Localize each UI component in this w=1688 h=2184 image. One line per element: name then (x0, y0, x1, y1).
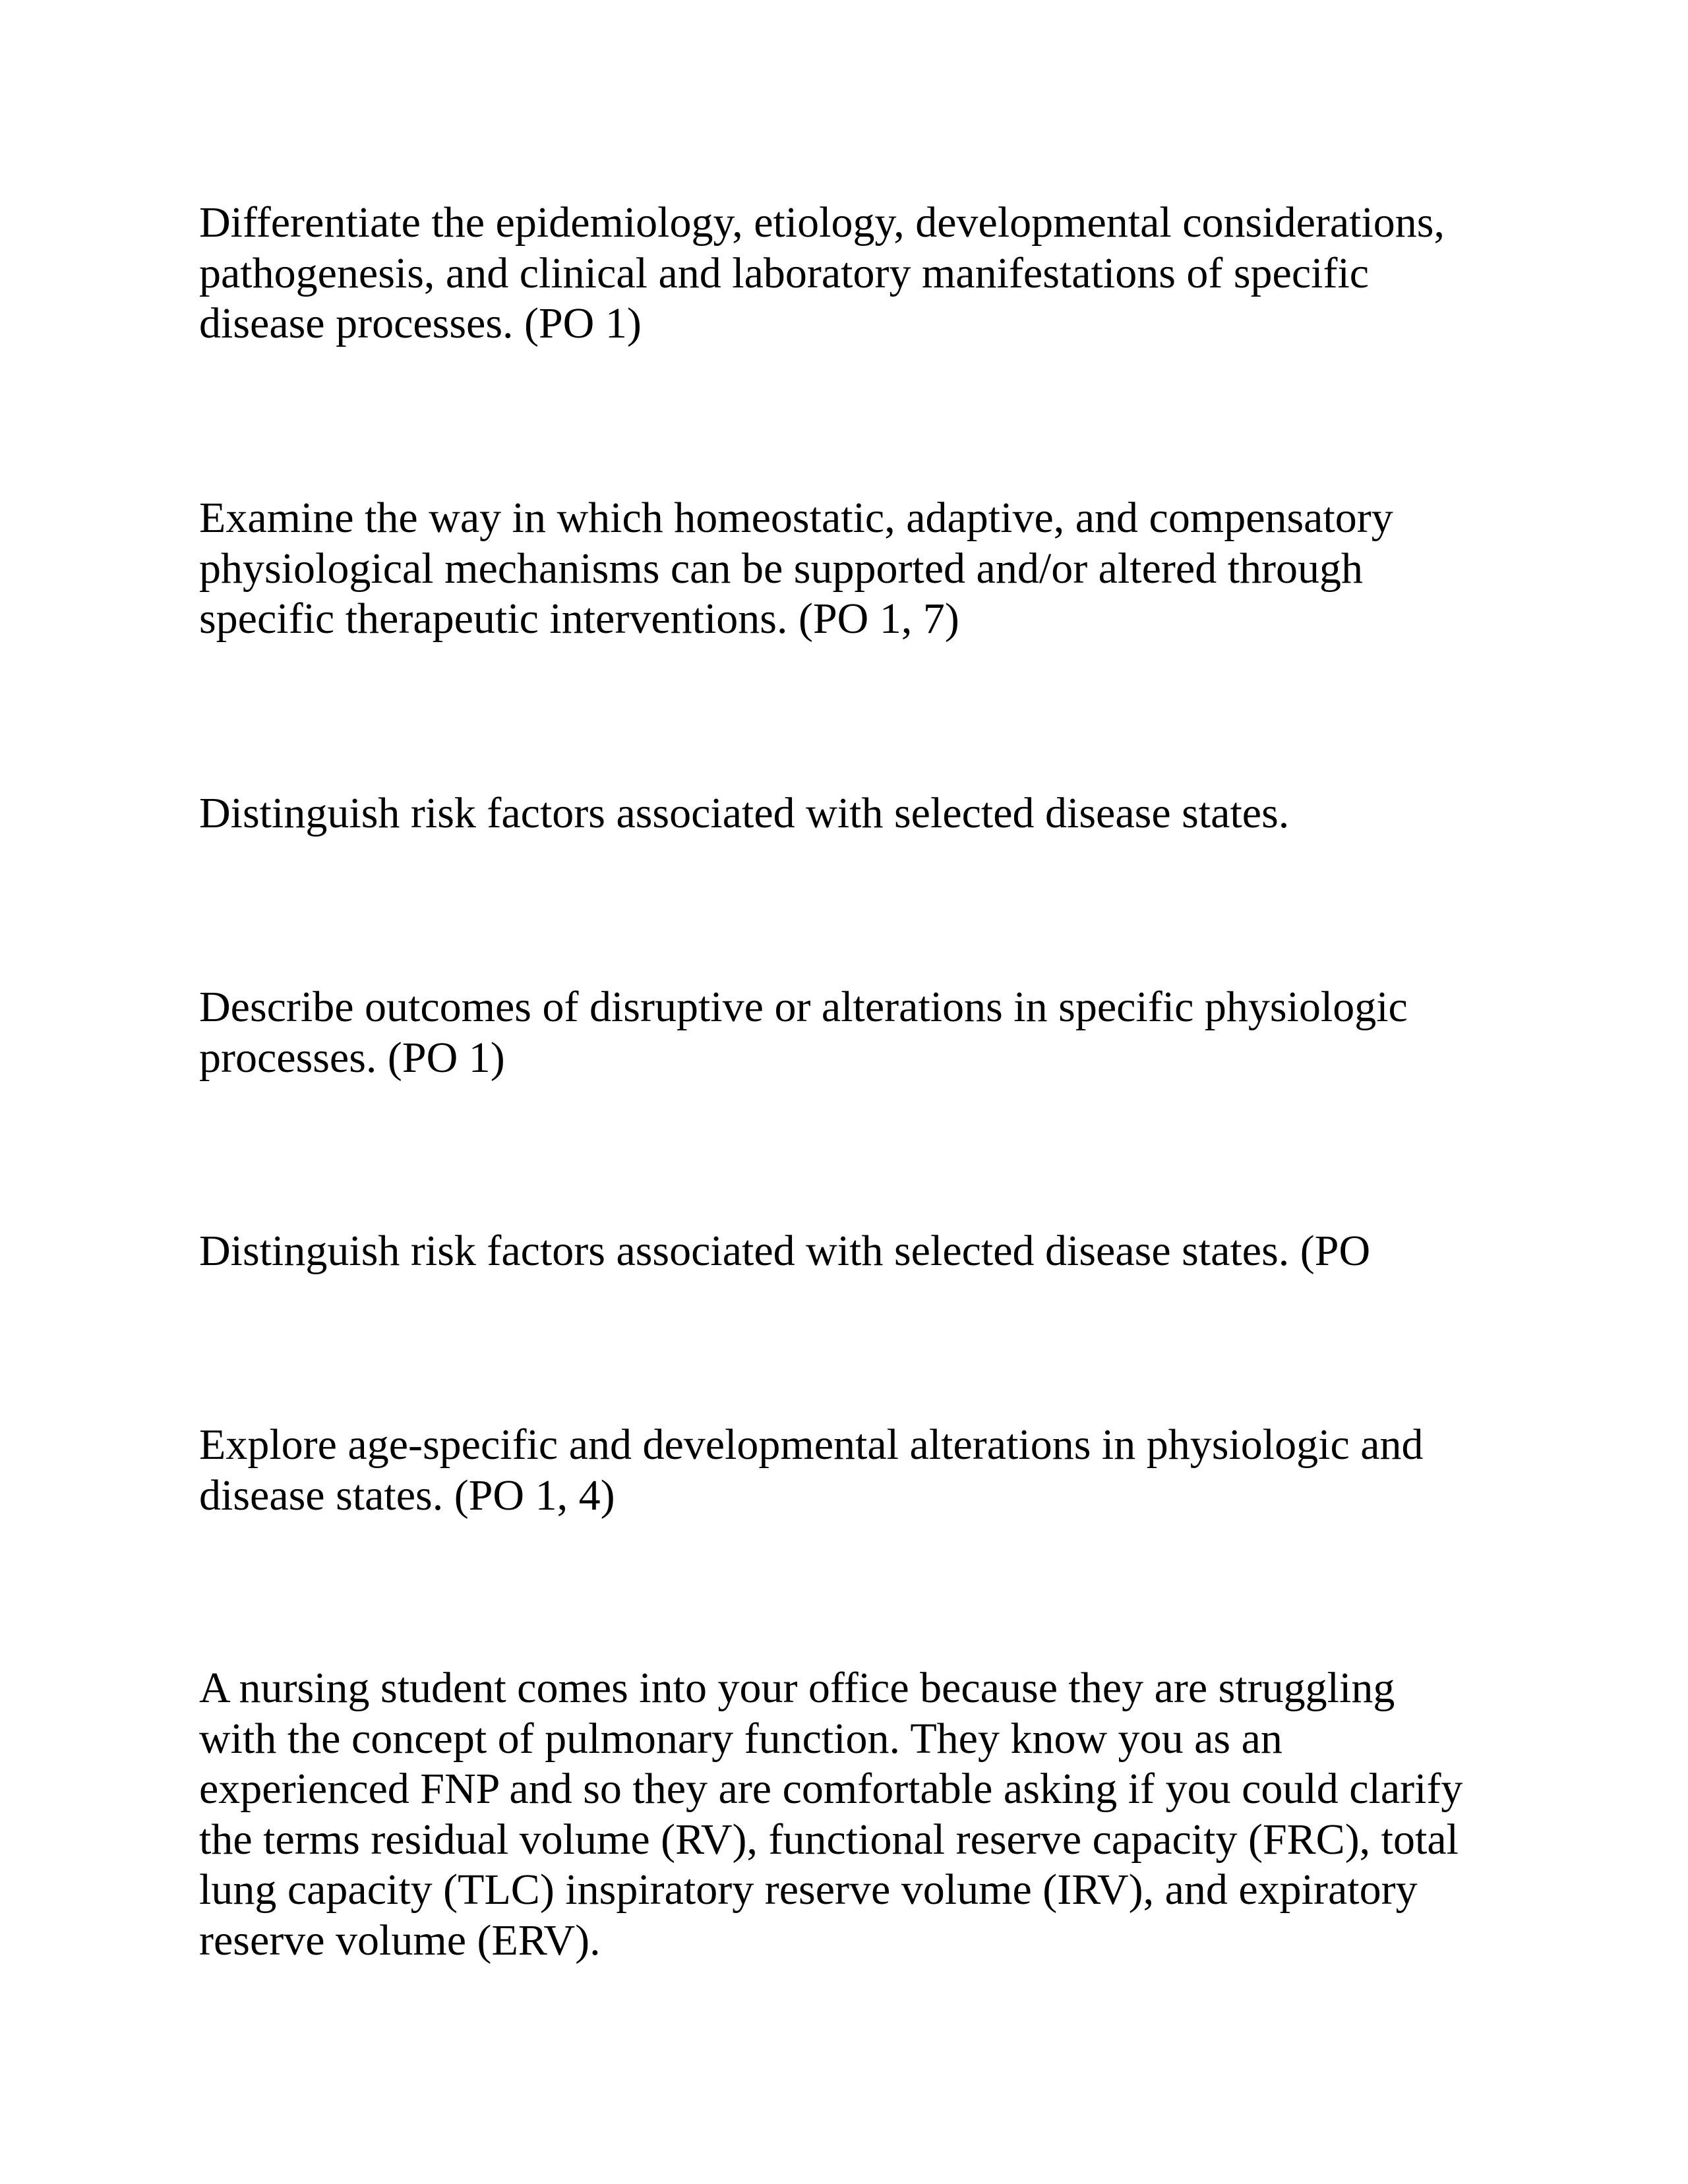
paragraph-line: with the concept of pulmonary function. They know you as an (199, 1714, 1282, 1763)
paragraph-line: disease processes. (PO 1) (199, 299, 642, 347)
paragraph-line: Distinguish risk factors associated with selected disease states. (199, 789, 1290, 837)
paragraph-line: experienced FNP and so they are comfortable asking if you could clarify (199, 1765, 1463, 1813)
paragraph-line: Examine the way in which homeostatic, adaptive, and compensatory (199, 494, 1393, 542)
paragraph-line: the terms residual volume (RV), functional reserve capacity (FRC), total (199, 1815, 1459, 1864)
paragraph-learning-outcome-risk-factors-po (199, 1226, 1518, 1277)
paragraph-line: Distinguish risk factors associated with selected disease states. (PO (199, 1227, 1371, 1275)
paragraph-case-scenario (199, 1663, 1518, 1966)
paragraph-line: reserve volume (ERV). (199, 1916, 601, 1964)
paragraph-line: physiological mechanisms can be supported and/or altered through (199, 544, 1364, 593)
paragraph-line: Describe outcomes of disruptive or alterations in specific physiologic (199, 983, 1408, 1031)
paragraph-learning-outcome-risk-factors (199, 788, 1518, 839)
paragraph-learning-outcome-age-specific (199, 1420, 1518, 1521)
paragraph-line: A nursing student comes into your office because they are struggling (199, 1664, 1395, 1712)
paragraph-line: Differentiate the epidemiology, etiology, developmental considerations, (199, 198, 1445, 247)
paragraph-learning-outcome-outcomes (199, 982, 1518, 1083)
paragraph-learning-outcome-homeostatic (199, 493, 1518, 645)
paragraph-line: disease states. (PO 1, 4) (199, 1471, 615, 1520)
paragraph-learning-outcome-epidemiology (199, 198, 1518, 349)
paragraph-line: pathogenesis, and clinical and laboratory manifestations of specific (199, 249, 1370, 297)
paragraph-line: Explore age-specific and developmental alterations in physiologic and (199, 1421, 1424, 1469)
paragraph-line: specific therapeutic interventions. (PO 1, 7) (199, 595, 959, 643)
paragraph-line: lung capacity (TLC) inspiratory reserve volume (IRV), and expiratory (199, 1866, 1418, 1914)
paragraph-line: processes. (PO 1) (199, 1033, 505, 1082)
